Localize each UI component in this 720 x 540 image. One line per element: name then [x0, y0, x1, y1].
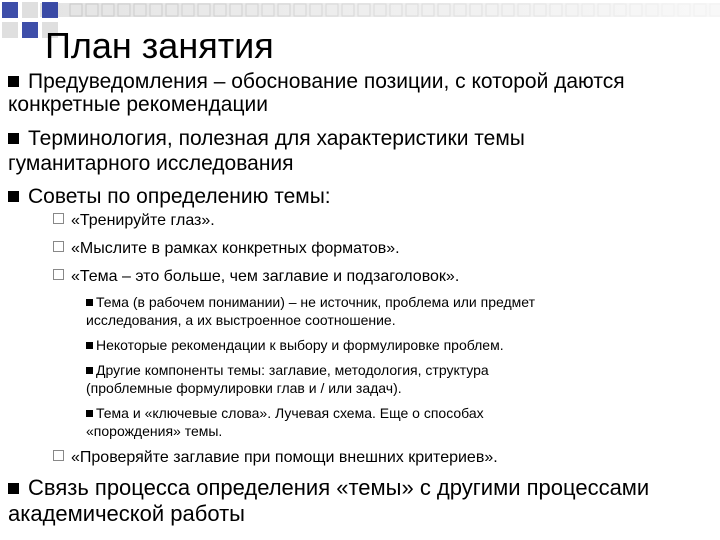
- sub-sub-item-text: Некоторые рекомендации к выбору и формулировке проблем.: [96, 337, 504, 353]
- grid-square: [22, 2, 38, 18]
- bullet-item-2: [8, 127, 525, 150]
- small-square-bullet-icon: [86, 299, 93, 306]
- sub-sub-item-text: Другие компоненты темы: заглавие, методология, структура: [96, 362, 489, 378]
- hollow-square-bullet-icon: [53, 450, 64, 461]
- grid-square: [2, 22, 18, 38]
- bullet-text: Предуведомления – обоснование позиции, с которой даются: [28, 70, 625, 93]
- sub-item-text: «Тема – это больше, чем заглавие и подзаголовок».: [71, 268, 460, 285]
- hollow-square-bullet-icon: [53, 213, 64, 224]
- sub-sub-item-4-continued: «порождения» темы.: [86, 423, 223, 439]
- bullet-item-4: [8, 476, 649, 500]
- bullet-text: Связь процесса определения «темы» с другими процессами: [28, 475, 650, 500]
- sub-item-text: «Тренируйте глаз».: [71, 212, 215, 229]
- square-bullet-icon: [8, 483, 19, 494]
- sub-sub-item-1: [86, 294, 535, 311]
- sub-item-4: [53, 448, 498, 468]
- bullet-item-3: [8, 185, 331, 208]
- square-bullet-icon: [8, 133, 19, 144]
- sub-item-text: «Проверяйте заглавие при помощи внешних критериев».: [71, 449, 498, 466]
- bullet-item-1-continued: конкретные рекомендации: [8, 93, 268, 116]
- sub-sub-item-3-continued: (проблемные формулировки глав и / или задач).: [86, 380, 402, 396]
- sub-sub-item-text: Тема (в рабочем понимании) – не источник, проблема или предмет: [96, 294, 536, 310]
- square-bullet-icon: [8, 76, 19, 87]
- grid-square: [22, 22, 38, 38]
- bullet-item-4-continued: академической работы: [8, 501, 245, 526]
- hollow-square-bullet-icon: [53, 269, 64, 280]
- grid-square: [42, 2, 58, 18]
- sub-item-text: «Мыслите в рамках конкретных форматов».: [71, 240, 400, 257]
- sub-item-3: [53, 267, 459, 287]
- small-square-bullet-icon: [86, 367, 93, 374]
- small-square-bullet-icon: [86, 410, 93, 417]
- bullet-item-2-continued: гуманитарного исследования: [8, 152, 294, 175]
- grid-square: [2, 2, 18, 18]
- sub-sub-item-3: [86, 362, 489, 379]
- sub-sub-item-2: [86, 337, 504, 354]
- bullet-text: Терминология, полезная для характеристики темы: [28, 127, 525, 150]
- hollow-square-bullet-icon: [53, 241, 64, 252]
- sub-item-1: [53, 211, 215, 231]
- slide-title: План занятия: [45, 25, 274, 66]
- bullet-text: Советы по определению темы:: [28, 185, 331, 208]
- sub-sub-item-1-continued: исследования, а их выстроенное соотношение.: [86, 312, 396, 328]
- square-bullet-icon: [8, 191, 19, 202]
- sub-sub-item-text: Тема и «ключевые слова». Лучевая схема. Еще о способах: [96, 405, 484, 421]
- bullet-item-1: [8, 70, 625, 93]
- sub-item-2: [53, 239, 400, 259]
- small-square-bullet-icon: [86, 342, 93, 349]
- sub-sub-item-4: [86, 405, 484, 422]
